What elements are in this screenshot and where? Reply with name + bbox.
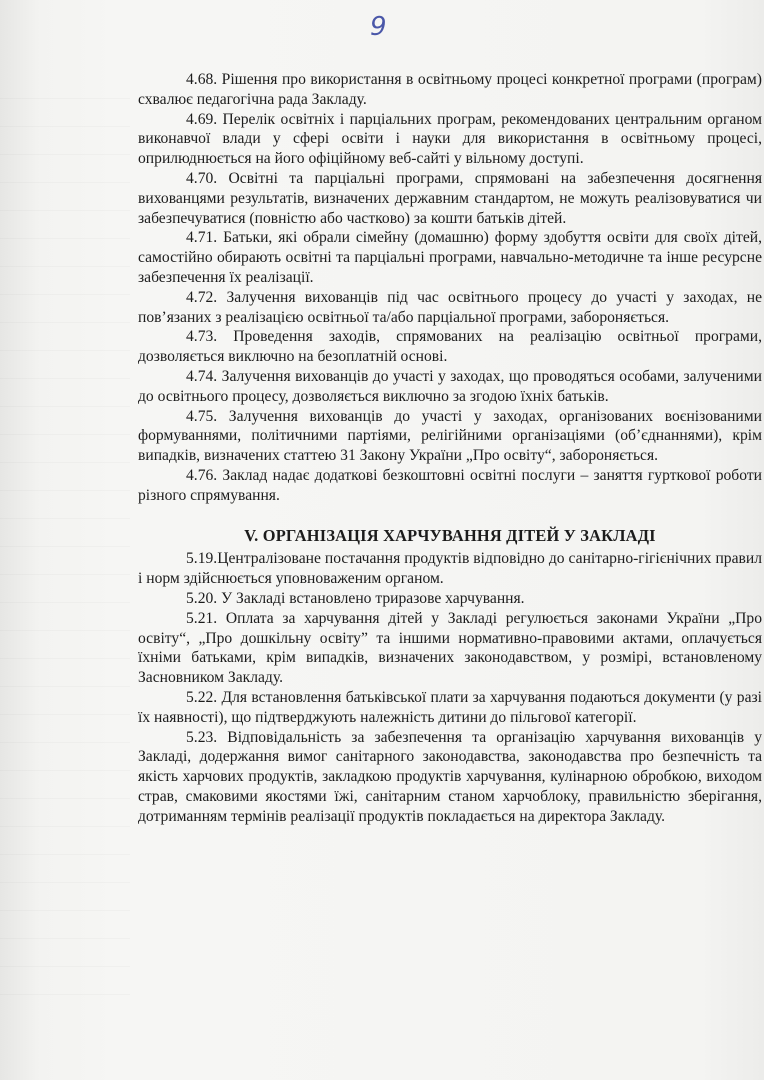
paragraph-4-74: 4.74. Залучення вихованців до участі у заходах, що проводяться особами, залученими до освітнього процесу, дозволяється виключно за згодою їхніх батьків. — [138, 367, 762, 405]
left-margin-bleed-through — [0, 80, 130, 1020]
paragraph-4-69: 4.69. Перелік освітніх і парціальних програм, рекомендованих центральним органом виконавчої влади у сфері освіти і науки для використання в освітньому процесі, оприлюднюється на його офіційному веб-сайті у вільному доступі. — [138, 110, 762, 168]
section-heading: V. ОРГАНІЗАЦІЯ ХАРЧУВАННЯ ДІТЕЙ У ЗАКЛАДІ — [244, 525, 656, 545]
paragraph-5-20: 5.20. У Закладі встановлено триразове харчування. — [186, 589, 525, 607]
paragraph-5-19: 5.19.Централізоване постачання продуктів відповідно до санітарно-гігієнічних правил і норм здійснюється уповноваженим органом. — [138, 550, 762, 588]
paragraph-5-23: 5.23. Відповідальність за забезпечення та організацію харчування вихованців у Закладі, додержання вимог санітарного законодавства, законодавства про безпечність та якість харчових продуктів, закладкою продуктів харчування, кулінарною обробкою, виходом страв, смаковими якостями їжі, санітарним станом харчоблоку, правильністю зберігання, дотриманням термінів реалізації продуктів покладається на директора Закладу. — [138, 728, 762, 825]
paragraph-5-21: 5.21. Оплата за харчування дітей у Закладі регулюється законами України „Про освіту“, „Про дошкільну освіту” та іншими нормативно-правовими актами, оплачується їхніми батьками, крім випадків, визначених законодавством, у розмірі, встановленому Засновником Закладу. — [138, 609, 762, 687]
page-number: 9 — [370, 12, 387, 42]
paragraph-4-71: 4.71. Батьки, які обрали сімейну (домашню) форму здобуття освіти для своїх дітей, самостійно обирають освітні та парціальні програми, навчально-методичне та інше ресурсне забезпечення їх реалізації. — [138, 229, 762, 286]
paragraph-5-22: 5.22. Для встановлення батьківської плати за харчування подаються документи (у разі їх наявності), що підтверджують належність дитини до пільгової категорії. — [138, 688, 762, 726]
paragraph-4-70: 4.70. Освітні та парціальні програми, спрямовані на забезпечення досягнення вихованцями результатів, визначених державним стандартом, не можуть реалізовуватися чи забезпечуватися (повністю або частково) за кошти батьків дітей. — [138, 169, 762, 227]
paragraph-4-68: 4.68. Рішення про використання в освітньому процесі конкретної програми (програм) схвалює педагогічна рада Закладу. — [138, 71, 762, 108]
paragraph-4-76: 4.76. Заклад надає додаткові безкоштовні освітні послуги – заняття гурткової роботи різного спрямування. — [138, 466, 762, 504]
paragraph-4-72: 4.72. Залучення вихованців під час освітнього процесу до участі у заходах, не пов’язаних з реалізацією освітньої та/або парціальної програми, забороняється. — [138, 288, 762, 326]
document-body — [138, 70, 762, 826]
paragraph-4-73: 4.73. Проведення заходів, спрямованих на реалізацію освітньої програми, дозволяється виключно на безоплатній основі. — [138, 328, 762, 366]
paragraph-4-75: 4.75. Залучення вихованців до участі у заходах, організованих воєнізованими формуваннями, політичними партіями, релігійними організаціями (об’єднаннями), крім випадків, визначених статтею 31 Закону України „Про освіту“, забороняється. — [138, 407, 762, 465]
